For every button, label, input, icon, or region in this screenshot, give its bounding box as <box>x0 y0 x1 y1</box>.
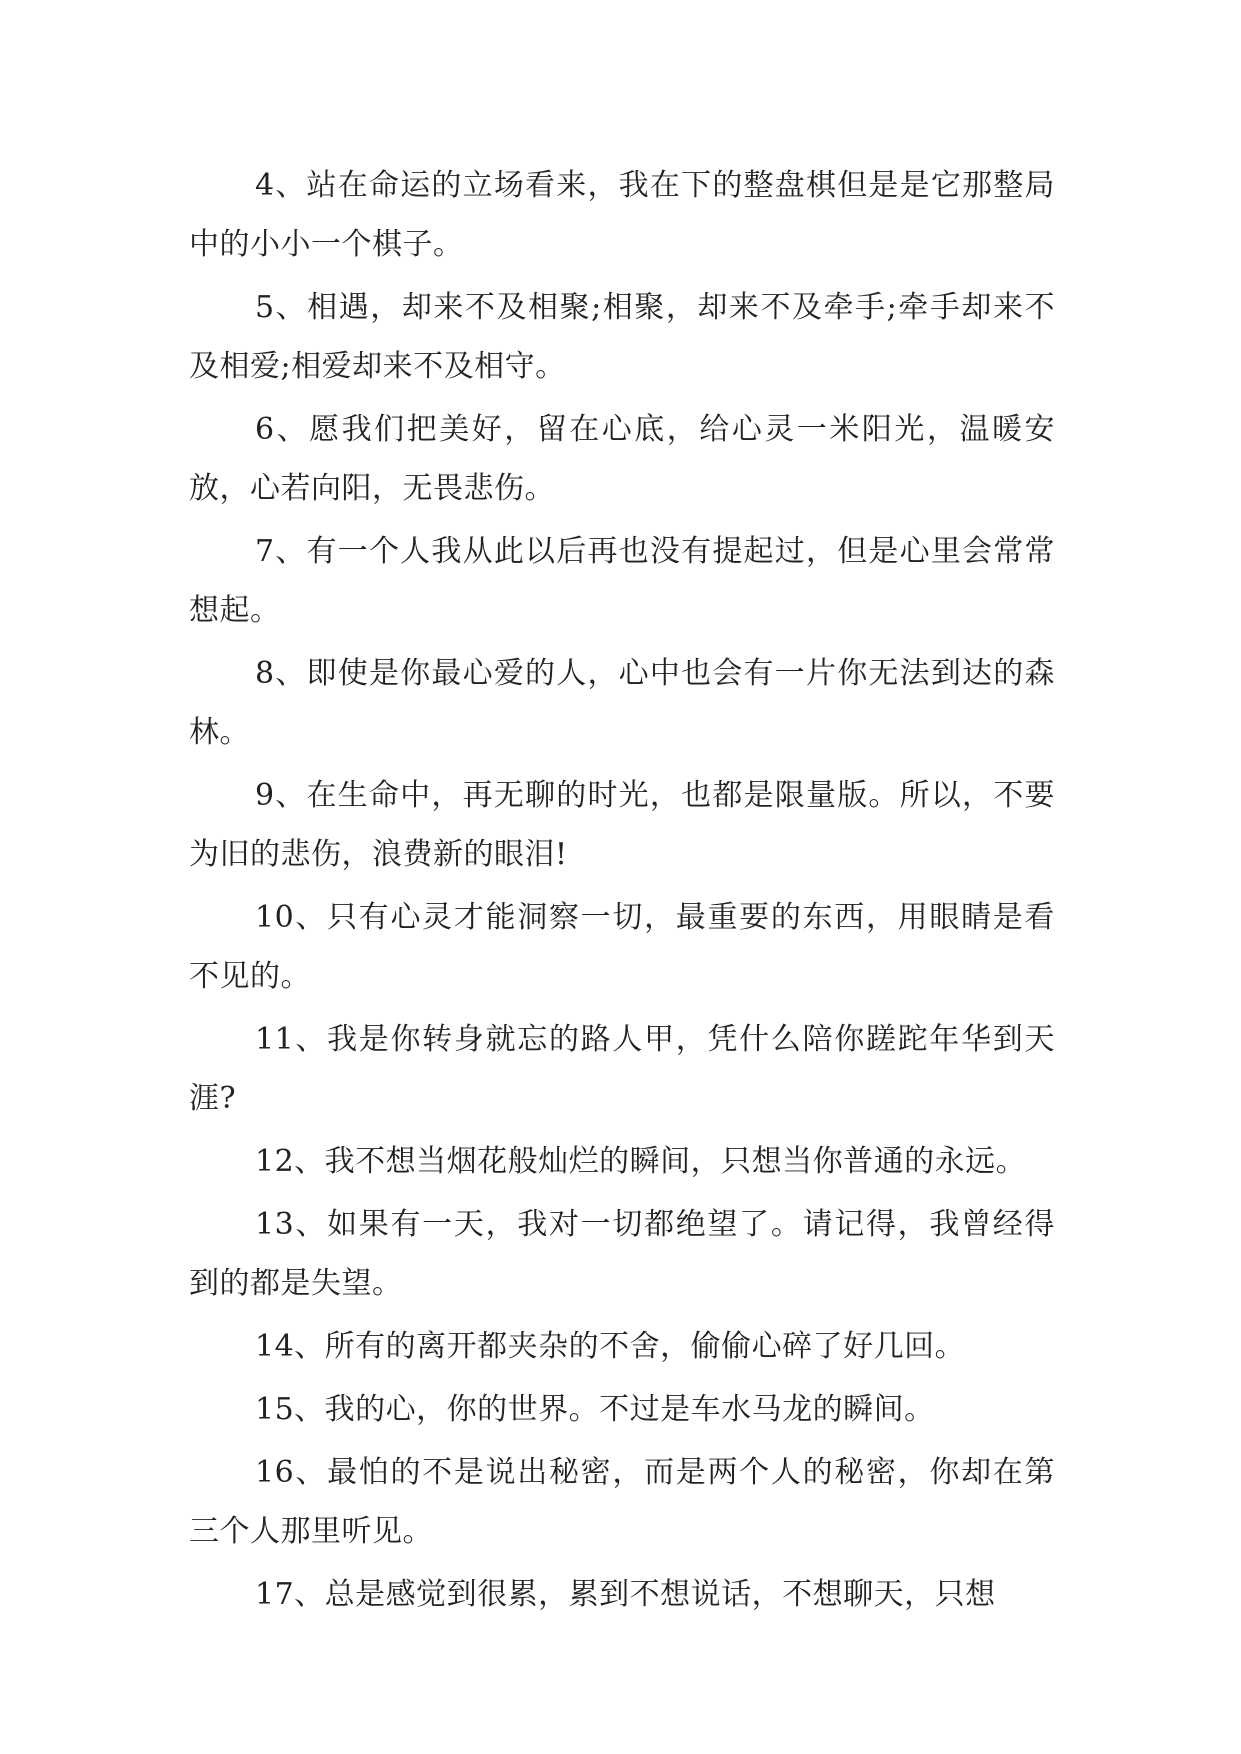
paragraph-7: 7、有一个人我从此以后再也没有提起过，但是心里会常常想起。 <box>189 534 1055 628</box>
paragraph-11: 11、我是你转身就忘的路人甲，凭什么陪你蹉跎年华到天涯? <box>189 1022 1055 1116</box>
paragraph-5: 5、相遇，却来不及相聚;相聚，却来不及牵手;牵手却来不及相爱;相爱却来不及相守。 <box>189 290 1055 384</box>
paragraph-17: 17、总是感觉到很累，累到不想说话，不想聊天，只想 <box>255 1577 996 1612</box>
paragraph-6: 6、愿我们把美好，留在心底，给心灵一米阳光，温暖安放，心若向阳，无畏悲伤。 <box>189 412 1055 506</box>
paragraph-13: 13、如果有一天，我对一切都绝望了。请记得，我曾经得到的都是失望。 <box>189 1207 1055 1301</box>
paragraph-9: 9、在生命中，再无聊的时光，也都是限量版。所以，不要为旧的悲伤，浪费新的眼泪! <box>189 778 1055 872</box>
paragraph-16: 16、最怕的不是说出秘密，而是两个人的秘密，你却在第三个人那里听见。 <box>189 1455 1055 1549</box>
paragraph-10: 10、只有心灵才能洞察一切，最重要的东西，用眼睛是看不见的。 <box>189 900 1055 994</box>
document-body <box>189 156 1055 1628</box>
paragraph-14: 14、所有的离开都夹杂的不舍，偷偷心碎了好几回。 <box>255 1329 966 1364</box>
paragraph-8: 8、即使是你最心爱的人，心中也会有一片你无法到达的森林。 <box>189 656 1055 750</box>
paragraph-15: 15、我的心，你的世界。不过是车水马龙的瞬间。 <box>255 1392 935 1427</box>
paragraph-12: 12、我不想当烟花般灿烂的瞬间，只想当你普通的永远。 <box>255 1144 1027 1179</box>
paragraph-4: 4、站在命运的立场看来，我在下的整盘棋但是是它那整局中的小小一个棋子。 <box>189 168 1055 262</box>
